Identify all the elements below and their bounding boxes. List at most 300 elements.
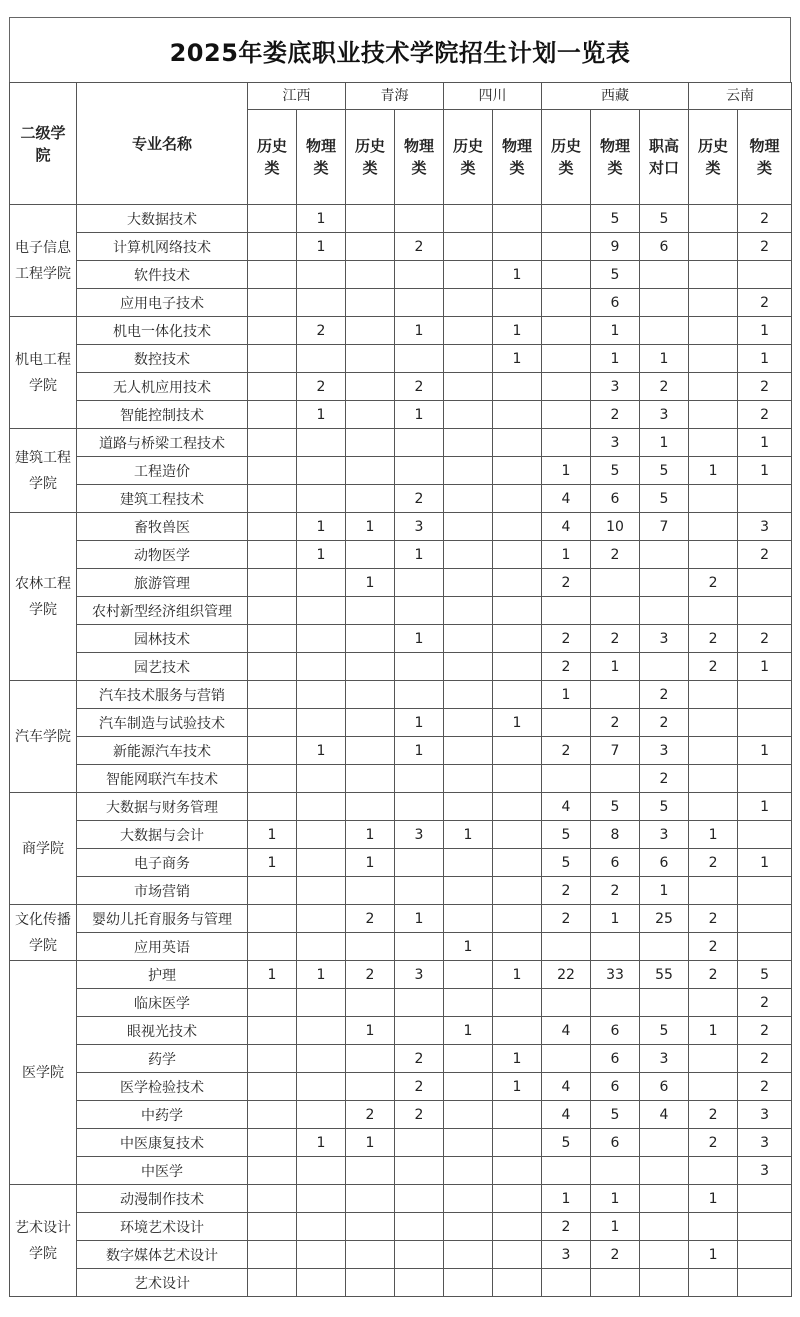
quota-cell: 2 — [542, 877, 591, 905]
quota-cell — [297, 877, 346, 905]
page-title: 2025年娄底职业技术学院招生计划一览表 — [169, 38, 631, 67]
enrollment-plan-document — [9, 17, 791, 1297]
quota-cell — [248, 373, 297, 401]
quota-cell — [542, 1045, 591, 1073]
quota-cell — [640, 317, 689, 345]
quota-cell — [444, 233, 493, 261]
major-cell: 中医康复技术 — [77, 1129, 248, 1157]
quota-cell: 5 — [542, 1129, 591, 1157]
major-cell: 护理 — [77, 961, 248, 989]
quota-cell — [542, 597, 591, 625]
quota-cell: 2 — [591, 541, 640, 569]
major-cell: 应用英语 — [77, 933, 248, 961]
quota-cell — [297, 1157, 346, 1185]
quota-cell — [346, 1073, 395, 1101]
quota-cell — [444, 1241, 493, 1269]
quota-cell: 2 — [346, 1101, 395, 1129]
quota-cell: 6 — [640, 849, 689, 877]
quota-cell — [248, 877, 297, 905]
quota-cell: 1 — [248, 849, 297, 877]
quota-cell — [444, 513, 493, 541]
major-cell: 大数据技术 — [77, 205, 248, 233]
quota-cell: 55 — [640, 961, 689, 989]
quota-cell — [346, 457, 395, 485]
major-cell: 汽车技术服务与营销 — [77, 681, 248, 709]
quota-cell — [346, 1045, 395, 1073]
quota-cell — [248, 401, 297, 429]
quota-cell — [248, 737, 297, 765]
quota-cell: 8 — [591, 821, 640, 849]
major-cell: 农村新型经济组织管理 — [77, 597, 248, 625]
quota-cell — [689, 541, 738, 569]
header-category: 历史 类 — [444, 110, 493, 205]
major-cell: 药学 — [77, 1045, 248, 1073]
quota-cell — [738, 485, 792, 513]
table-header — [10, 83, 792, 205]
table-row — [10, 485, 792, 513]
quota-cell — [395, 765, 444, 793]
quota-cell — [297, 429, 346, 457]
quota-cell — [346, 933, 395, 961]
quota-cell — [640, 1185, 689, 1213]
quota-cell: 1 — [591, 1185, 640, 1213]
table-body — [10, 205, 792, 1297]
quota-cell — [493, 765, 542, 793]
header-province: 四川 — [444, 83, 542, 110]
quota-cell: 2 — [689, 933, 738, 961]
quota-cell: 6 — [591, 1129, 640, 1157]
college-cell: 医学院 — [10, 961, 77, 1185]
quota-cell — [248, 1017, 297, 1045]
college-cell: 农林工程学院 — [10, 513, 77, 681]
quota-cell: 1 — [444, 821, 493, 849]
quota-cell — [444, 1101, 493, 1129]
quota-cell: 3 — [640, 625, 689, 653]
header-major: 专业名称 — [77, 83, 248, 205]
major-cell: 旅游管理 — [77, 569, 248, 597]
quota-cell — [346, 597, 395, 625]
quota-cell: 3 — [640, 737, 689, 765]
quota-cell — [346, 1185, 395, 1213]
quota-cell: 1 — [493, 317, 542, 345]
quota-cell — [248, 989, 297, 1017]
quota-cell: 1 — [493, 345, 542, 373]
quota-cell: 2 — [689, 625, 738, 653]
major-cell: 新能源汽车技术 — [77, 737, 248, 765]
quota-cell — [248, 709, 297, 737]
quota-cell: 5 — [542, 821, 591, 849]
college-cell: 商学院 — [10, 793, 77, 905]
quota-cell: 2 — [297, 317, 346, 345]
quota-cell: 3 — [395, 513, 444, 541]
quota-cell — [493, 233, 542, 261]
quota-cell — [346, 877, 395, 905]
quota-cell — [689, 513, 738, 541]
quota-cell: 5 — [591, 793, 640, 821]
quota-cell — [444, 625, 493, 653]
quota-cell — [346, 709, 395, 737]
quota-cell — [640, 289, 689, 317]
quota-cell: 2 — [689, 905, 738, 933]
quota-cell — [444, 793, 493, 821]
major-cell: 道路与桥梁工程技术 — [77, 429, 248, 457]
quota-cell — [346, 541, 395, 569]
quota-cell: 2 — [689, 1101, 738, 1129]
major-cell: 软件技术 — [77, 261, 248, 289]
header-category: 历史 类 — [542, 110, 591, 205]
quota-cell: 1 — [591, 345, 640, 373]
quota-cell: 5 — [640, 457, 689, 485]
quota-cell — [297, 569, 346, 597]
quota-cell — [591, 989, 640, 1017]
quota-cell — [346, 429, 395, 457]
quota-cell: 2 — [542, 653, 591, 681]
quota-cell — [689, 1045, 738, 1073]
quota-cell — [248, 597, 297, 625]
table-row — [10, 709, 792, 737]
quota-cell: 1 — [395, 317, 444, 345]
quota-cell: 3 — [738, 1129, 792, 1157]
table-row — [10, 373, 792, 401]
quota-cell — [395, 793, 444, 821]
quota-cell: 1 — [591, 1213, 640, 1241]
quota-cell — [542, 1157, 591, 1185]
quota-cell — [542, 345, 591, 373]
table-row — [10, 1101, 792, 1129]
quota-cell — [493, 541, 542, 569]
quota-cell — [444, 457, 493, 485]
header-category: 物理 类 — [493, 110, 542, 205]
quota-cell — [689, 737, 738, 765]
quota-cell — [493, 1185, 542, 1213]
quota-cell: 2 — [738, 289, 792, 317]
quota-cell — [493, 653, 542, 681]
quota-cell: 2 — [640, 373, 689, 401]
quota-cell: 2 — [542, 569, 591, 597]
quota-cell — [346, 1241, 395, 1269]
quota-cell — [640, 1129, 689, 1157]
quota-cell: 6 — [640, 233, 689, 261]
table-row — [10, 457, 792, 485]
quota-cell: 1 — [346, 569, 395, 597]
quota-cell — [248, 485, 297, 513]
quota-cell: 3 — [591, 429, 640, 457]
table-row — [10, 1241, 792, 1269]
table-row — [10, 765, 792, 793]
quota-cell: 1 — [346, 1129, 395, 1157]
quota-cell — [444, 653, 493, 681]
quota-cell: 1 — [297, 1129, 346, 1157]
quota-cell: 2 — [738, 625, 792, 653]
quota-cell — [689, 1073, 738, 1101]
quota-cell — [689, 765, 738, 793]
quota-cell: 9 — [591, 233, 640, 261]
quota-cell — [493, 1101, 542, 1129]
quota-cell — [444, 877, 493, 905]
quota-cell — [346, 345, 395, 373]
quota-cell — [444, 373, 493, 401]
quota-cell: 6 — [591, 1073, 640, 1101]
quota-cell: 2 — [591, 401, 640, 429]
major-cell: 应用电子技术 — [77, 289, 248, 317]
quota-cell — [689, 429, 738, 457]
quota-cell — [346, 485, 395, 513]
table-row — [10, 1073, 792, 1101]
quota-cell — [689, 793, 738, 821]
quota-cell — [248, 289, 297, 317]
quota-cell — [444, 289, 493, 317]
header-row-provinces — [10, 83, 792, 110]
quota-cell: 6 — [591, 289, 640, 317]
table-row — [10, 625, 792, 653]
quota-cell — [346, 681, 395, 709]
major-cell: 大数据与会计 — [77, 821, 248, 849]
header-college: 二级学 院 — [10, 83, 77, 205]
quota-cell — [444, 485, 493, 513]
quota-cell — [689, 1269, 738, 1297]
quota-cell — [689, 205, 738, 233]
quota-cell — [689, 1157, 738, 1185]
quota-cell — [542, 233, 591, 261]
quota-cell — [346, 793, 395, 821]
quota-cell — [493, 933, 542, 961]
quota-cell: 3 — [591, 373, 640, 401]
quota-cell: 1 — [738, 429, 792, 457]
major-cell: 电子商务 — [77, 849, 248, 877]
quota-cell — [444, 1185, 493, 1213]
quota-cell — [542, 373, 591, 401]
quota-cell — [297, 1185, 346, 1213]
quota-cell: 2 — [395, 1045, 444, 1073]
quota-cell: 2 — [346, 961, 395, 989]
quota-cell — [738, 261, 792, 289]
college-cell: 汽车学院 — [10, 681, 77, 793]
quota-cell: 1 — [493, 961, 542, 989]
header-category: 历史 类 — [689, 110, 738, 205]
quota-cell: 1 — [542, 457, 591, 485]
quota-cell: 2 — [297, 373, 346, 401]
quota-cell — [297, 793, 346, 821]
quota-cell: 1 — [346, 821, 395, 849]
quota-cell: 25 — [640, 905, 689, 933]
quota-cell: 1 — [346, 849, 395, 877]
quota-cell: 4 — [542, 513, 591, 541]
major-cell: 园艺技术 — [77, 653, 248, 681]
table-row — [10, 877, 792, 905]
table-row — [10, 289, 792, 317]
table-row — [10, 653, 792, 681]
quota-cell — [444, 345, 493, 373]
quota-cell — [297, 1045, 346, 1073]
quota-cell — [591, 681, 640, 709]
quota-cell — [248, 541, 297, 569]
quota-cell: 1 — [689, 1241, 738, 1269]
quota-cell: 2 — [591, 877, 640, 905]
quota-cell — [493, 877, 542, 905]
quota-cell — [346, 261, 395, 289]
quota-cell: 1 — [738, 653, 792, 681]
table-row — [10, 1129, 792, 1157]
quota-cell: 1 — [738, 737, 792, 765]
quota-cell — [395, 933, 444, 961]
table-row — [10, 513, 792, 541]
quota-cell — [493, 793, 542, 821]
quota-cell: 1 — [493, 1045, 542, 1073]
quota-cell: 6 — [640, 1073, 689, 1101]
quota-cell — [689, 485, 738, 513]
quota-cell — [493, 597, 542, 625]
quota-cell: 5 — [591, 457, 640, 485]
quota-cell: 1 — [738, 849, 792, 877]
quota-cell: 7 — [591, 737, 640, 765]
quota-cell: 1 — [689, 457, 738, 485]
table-row — [10, 317, 792, 345]
quota-cell: 1 — [591, 905, 640, 933]
quota-cell — [248, 569, 297, 597]
quota-cell: 5 — [738, 961, 792, 989]
quota-cell — [248, 317, 297, 345]
quota-cell — [591, 1269, 640, 1297]
quota-cell — [346, 737, 395, 765]
quota-cell — [444, 261, 493, 289]
quota-cell — [444, 737, 493, 765]
table-row — [10, 1185, 792, 1213]
table-row — [10, 989, 792, 1017]
quota-cell — [444, 1129, 493, 1157]
quota-cell — [248, 905, 297, 933]
quota-cell — [493, 513, 542, 541]
quota-cell — [640, 597, 689, 625]
quota-cell: 2 — [542, 737, 591, 765]
quota-cell — [297, 289, 346, 317]
quota-cell — [248, 233, 297, 261]
quota-cell — [248, 261, 297, 289]
quota-cell — [395, 1017, 444, 1045]
table-row — [10, 681, 792, 709]
quota-cell — [297, 681, 346, 709]
quota-cell: 2 — [395, 485, 444, 513]
quota-cell — [738, 681, 792, 709]
quota-cell — [542, 933, 591, 961]
quota-cell: 1 — [542, 1185, 591, 1213]
quota-cell — [689, 345, 738, 373]
quota-cell — [444, 401, 493, 429]
quota-cell — [297, 849, 346, 877]
quota-cell — [444, 1269, 493, 1297]
quota-cell — [297, 989, 346, 1017]
table-row — [10, 401, 792, 429]
quota-cell — [444, 1213, 493, 1241]
quota-cell — [444, 569, 493, 597]
quota-cell — [738, 905, 792, 933]
table-row — [10, 597, 792, 625]
quota-cell: 2 — [395, 1101, 444, 1129]
quota-cell — [738, 569, 792, 597]
quota-cell — [346, 1269, 395, 1297]
quota-cell — [493, 1129, 542, 1157]
quota-cell — [248, 765, 297, 793]
quota-cell: 3 — [738, 513, 792, 541]
major-cell: 智能网联汽车技术 — [77, 765, 248, 793]
quota-cell — [395, 597, 444, 625]
quota-cell — [297, 765, 346, 793]
header-province: 云南 — [689, 83, 792, 110]
quota-cell — [395, 989, 444, 1017]
quota-cell — [591, 933, 640, 961]
quota-cell — [738, 597, 792, 625]
quota-cell: 2 — [738, 989, 792, 1017]
quota-cell — [297, 1213, 346, 1241]
quota-cell: 2 — [591, 1241, 640, 1269]
college-cell: 电子信息工程学院 — [10, 205, 77, 317]
quota-cell: 33 — [591, 961, 640, 989]
quota-cell: 1 — [640, 429, 689, 457]
major-cell: 园林技术 — [77, 625, 248, 653]
quota-cell: 4 — [542, 793, 591, 821]
quota-cell: 1 — [444, 1017, 493, 1045]
quota-cell — [248, 1157, 297, 1185]
quota-cell: 3 — [738, 1101, 792, 1129]
quota-cell — [395, 205, 444, 233]
quota-cell: 6 — [591, 1045, 640, 1073]
quota-cell: 5 — [640, 205, 689, 233]
quota-cell — [591, 1157, 640, 1185]
quota-cell — [297, 905, 346, 933]
quota-cell — [248, 625, 297, 653]
quota-cell: 2 — [689, 569, 738, 597]
quota-cell: 2 — [738, 373, 792, 401]
quota-cell: 2 — [640, 681, 689, 709]
quota-cell — [346, 765, 395, 793]
header-category: 职高 对口 — [640, 110, 689, 205]
quota-cell: 2 — [689, 653, 738, 681]
quota-cell — [346, 289, 395, 317]
major-cell: 动物医学 — [77, 541, 248, 569]
quota-cell — [444, 681, 493, 709]
table-row — [10, 737, 792, 765]
quota-cell — [346, 317, 395, 345]
quota-cell — [640, 1213, 689, 1241]
quota-cell — [738, 821, 792, 849]
quota-cell — [493, 849, 542, 877]
quota-cell — [297, 261, 346, 289]
major-cell: 汽车制造与试验技术 — [77, 709, 248, 737]
quota-cell — [689, 401, 738, 429]
quota-cell — [493, 485, 542, 513]
quota-cell: 1 — [297, 233, 346, 261]
major-cell: 市场营销 — [77, 877, 248, 905]
quota-cell: 6 — [591, 485, 640, 513]
quota-cell: 1 — [395, 625, 444, 653]
header-category: 历史 类 — [346, 110, 395, 205]
quota-cell — [689, 709, 738, 737]
quota-cell — [395, 457, 444, 485]
quota-cell — [248, 1241, 297, 1269]
quota-cell — [297, 653, 346, 681]
quota-cell — [444, 429, 493, 457]
quota-cell — [591, 765, 640, 793]
quota-cell — [738, 709, 792, 737]
major-cell: 眼视光技术 — [77, 1017, 248, 1045]
quota-cell — [493, 401, 542, 429]
quota-cell — [395, 1157, 444, 1185]
quota-cell — [493, 457, 542, 485]
major-cell: 医学检验技术 — [77, 1073, 248, 1101]
table-row — [10, 1157, 792, 1185]
quota-cell — [738, 765, 792, 793]
quota-cell: 3 — [640, 1045, 689, 1073]
major-cell: 数字媒体艺术设计 — [77, 1241, 248, 1269]
